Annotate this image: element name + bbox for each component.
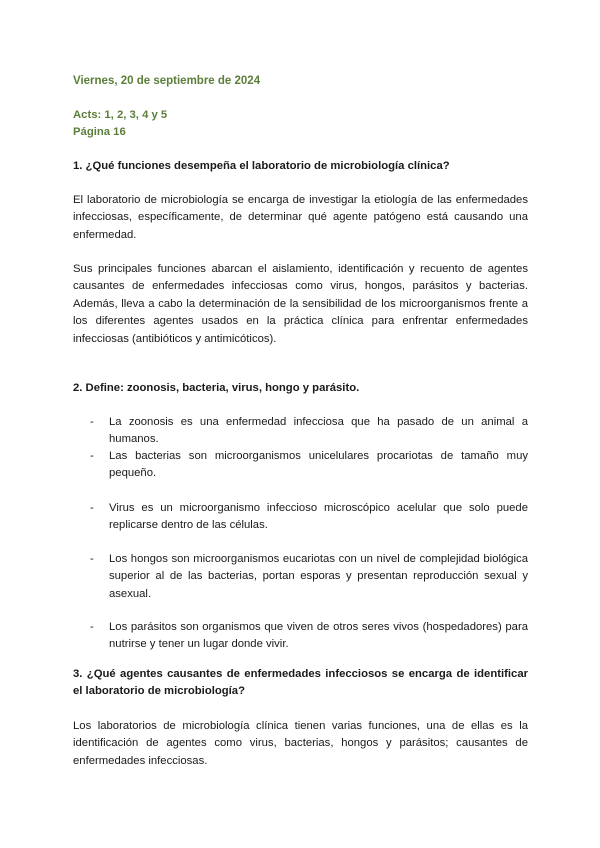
list-bullet: - [90, 621, 94, 633]
question-3-heading: 3. ¿Qué agentes causantes de enfermedades infecciosos se encarga de identificar el laboratorio de microbiología? [73, 668, 528, 698]
list-bullet: - [90, 553, 94, 565]
list-item [90, 448, 528, 483]
question-3-paragraph-1: Los laboratorios de microbiología clínica tienen varias funciones, una de ellas es la identificación de agentes como virus, bacterias, hongos y parásitos; causantes de enfermedades infecciosas. [73, 720, 528, 767]
question-1-heading: 1. ¿Qué funciones desempeña el laboratorio de microbiología clínica? [73, 160, 450, 172]
question-1-paragraph-1: El laboratorio de microbiología se encarga de investigar la etiología de las enfermedades infecciosas, específicamente, de determinar qué agente patógeno está causando una enfermedad. [73, 194, 528, 241]
list-item [90, 414, 528, 449]
list-bullet: - [90, 416, 94, 428]
list-item-text: Los parásitos son organismos que viven de otros seres vivos (hospedadores) para nutrirse y tener un lugar donde vivir. [109, 621, 528, 651]
list-item-text: La zoonosis es una enfermedad infecciosa que ha pasado de un animal a humanos. [109, 416, 528, 446]
list-item [90, 500, 528, 535]
list-bullet: - [90, 450, 94, 462]
page-label: Página 16 [73, 126, 126, 138]
question-2-heading: 2. Define: zoonosis, bacteria, virus, hongo y parásito. [73, 382, 360, 394]
list-item-text: Virus es un microorganismo infeccioso microscópico acelular que solo puede replicarse dentro de las células. [109, 502, 528, 532]
list-bullet: - [90, 502, 94, 514]
activities-label: Acts: 1, 2, 3, 4 y 5 [73, 109, 168, 121]
list-item-text: Las bacterias son microorganismos unicelulares procariotas de tamaño muy pequeño. [109, 450, 528, 480]
document-date: Viernes, 20 de septiembre de 2024 [73, 75, 261, 87]
list-item [90, 619, 528, 654]
list-item-text: Los hongos son microorganismos eucariotas con un nivel de complejidad biológica superior al de las bacterias, portan esporas y presentan reproducción sexual y asexual. [109, 553, 528, 600]
question-1-paragraph-2: Sus principales funciones abarcan el aislamiento, identificación y recuento de agentes causantes de enfermedades infecciosas como virus, hongos, parásitos y bacterias. Además, lleva a cabo la determinación de la sensibilidad de los microorganismos frente a los diferentes agentes usados en la práctica clínica para enfrentar enfermedades infecciosas (antibióticos y antimicóticos). [73, 263, 528, 345]
list-item [90, 551, 528, 603]
